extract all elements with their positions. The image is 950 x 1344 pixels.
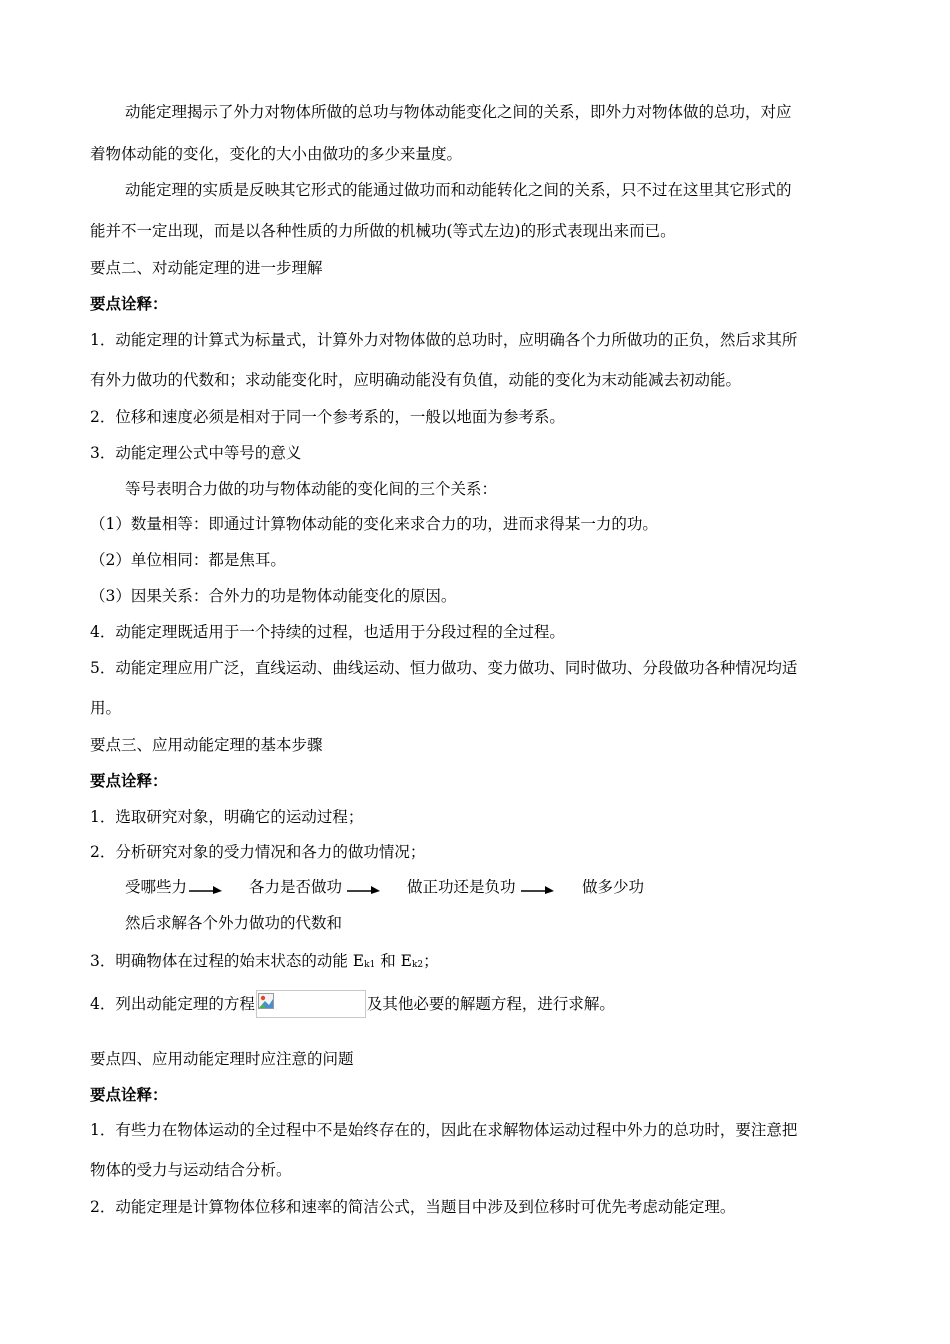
section-3-heading: 要点三、应用动能定理的基本步骤 bbox=[90, 736, 323, 754]
item-4-text-start: 4．列出动能定理的方程 bbox=[90, 995, 255, 1013]
section-2-item-3-sub-2: （2）单位相同：都是焦耳。 bbox=[90, 551, 286, 569]
section-2-item-2: 2．位移和速度必须是相对于同一个参考系的，一般以地面为参考系。 bbox=[90, 408, 565, 426]
section-2-item-3: 3．动能定理公式中等号的意义 bbox=[90, 444, 302, 462]
section-2-heading: 要点二、对动能定理的进一步理解 bbox=[90, 259, 323, 277]
formula-image-placeholder bbox=[256, 990, 366, 1018]
section-2-item-1-line-1: 1．动能定理的计算式为标量式，计算外力对物体做的总功时，应明确各个力所做功的正负，然后求其所 bbox=[90, 331, 798, 349]
broken-image-icon bbox=[258, 993, 274, 1009]
section-2-item-3-intro: 等号表明合力做的功与物体动能的变化间的三个关系： bbox=[125, 480, 498, 498]
ek2-subscript: k2 bbox=[411, 960, 424, 970]
item-3-text-mid: 和 E bbox=[375, 952, 412, 970]
right-arrow-icon bbox=[189, 881, 223, 895]
paragraph-2-line-2: 能并不一定出现，而是以各种性质的力所做的机械功(等式左边)的形式表现出来而已。 bbox=[90, 222, 676, 240]
section-2-item-4: 4．动能定理既适用于一个持续的过程，也适用于分段过程的全过程。 bbox=[90, 623, 565, 641]
ek1-subscript: k1 bbox=[364, 960, 376, 970]
right-arrow-icon bbox=[347, 881, 381, 895]
section-4-heading: 要点四、应用动能定理时应注意的问题 bbox=[90, 1050, 354, 1068]
flow-step-4: 做多少功 bbox=[582, 878, 645, 896]
section-4-label: 要点诠释： bbox=[90, 1086, 168, 1104]
section-4-item-1-line-2: 物体的受力与运动结合分析。 bbox=[90, 1161, 292, 1179]
flow-step-2: 各力是否做功 bbox=[249, 878, 343, 896]
section-2-item-5-line-2: 用。 bbox=[90, 699, 122, 717]
section-2-item-5-line-1: 5．动能定理应用广泛，直线运动、曲线运动、恒力做功、变力做功、同时做功、分段做功各种情况均适 bbox=[90, 659, 798, 677]
paragraph-1-line-1: 动能定理揭示了外力对物体所做的总功与物体动能变化之间的关系，即外力对物体做的总功，对应 bbox=[125, 103, 792, 121]
section-3-item-1: 1．选取研究对象，明确它的运动过程； bbox=[90, 808, 364, 826]
section-3-item-3 bbox=[90, 951, 439, 975]
process-flow bbox=[125, 877, 685, 899]
section-4-item-2: 2．动能定理是计算物体位移和速率的简洁公式，当题目中涉及到位移时可优先考虑动能定理。 bbox=[90, 1198, 736, 1216]
flow-step-3: 做正功还是负功 bbox=[407, 878, 516, 896]
paragraph-2-line-1: 动能定理的实质是反映其它形式的能通过做功而和动能转化之间的关系，只不过在这里其它形式的 bbox=[125, 181, 792, 199]
section-2-item-1-line-2: 有外力做功的代数和；求动能变化时，应明确动能没有负值，动能的变化为末动能减去初动能。 bbox=[90, 371, 742, 389]
section-2-label: 要点诠释： bbox=[90, 295, 168, 313]
flow-step-1: 受哪些力 bbox=[125, 878, 188, 896]
section-3-item-2: 2．分析研究对象的受力情况和各力的做功情况； bbox=[90, 843, 426, 861]
section-4-item-1-line-1: 1．有些力在物体运动的全过程中不是始终存在的，因此在求解物体运动过程中外力的总功时，要注意把 bbox=[90, 1121, 798, 1139]
right-arrow-icon bbox=[521, 881, 555, 895]
section-3-label: 要点诠释： bbox=[90, 772, 168, 790]
section-3-flow-after: 然后求解各个外力做功的代数和 bbox=[125, 914, 343, 932]
section-2-item-3-sub-3: （3）因果关系：合外力的功是物体动能变化的原因。 bbox=[90, 587, 457, 605]
item-4-text-end: 及其他必要的解题方程，进行求解。 bbox=[366, 995, 615, 1013]
section-2-item-3-sub-1: （1）数量相等：即通过计算物体动能的变化来求合力的功，进而求得某一力的功。 bbox=[90, 515, 658, 533]
paragraph-1-line-2: 着物体动能的变化，变化的大小由做功的多少来量度。 bbox=[90, 145, 463, 163]
item-3-text-start: 3．明确物体在过程的始末状态的动能 E bbox=[90, 952, 365, 970]
item-3-text-end: ； bbox=[423, 952, 439, 970]
section-3-item-4 bbox=[90, 990, 615, 1018]
